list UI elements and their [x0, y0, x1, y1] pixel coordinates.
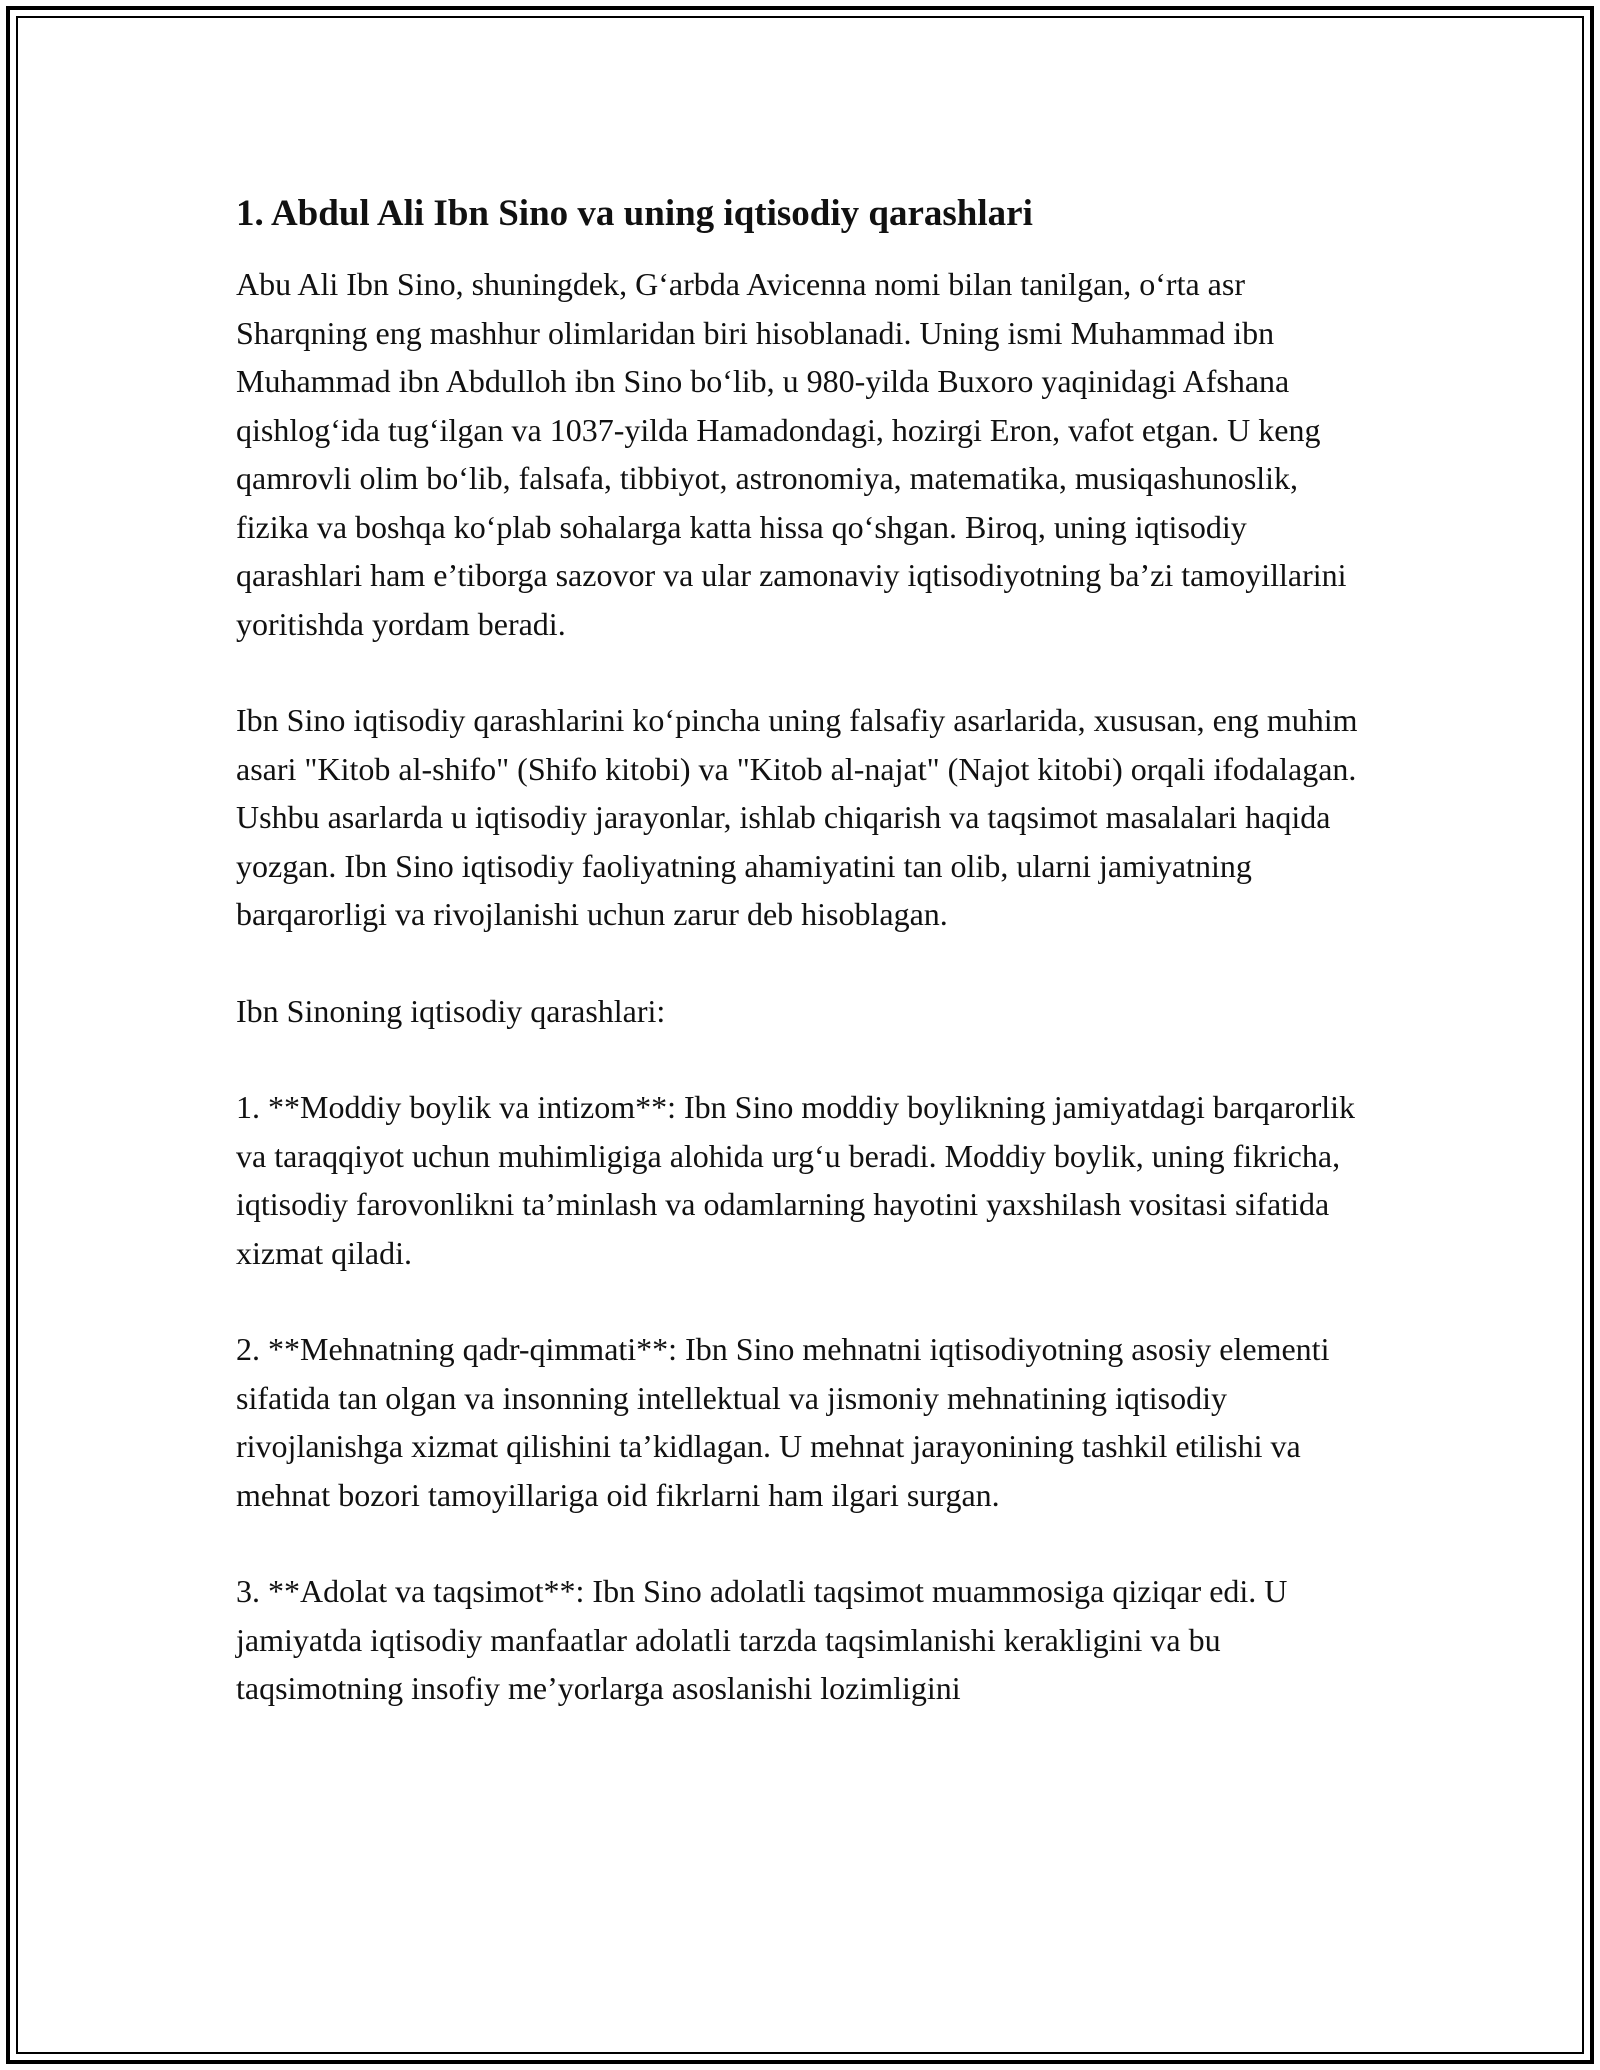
- paragraph-intro: Abu Ali Ibn Sino, shuningdek, G‘arbda Avicenna nomi bilan tanilgan, o‘rta asr Sharqning eng mashhur olimlaridan biri hisoblanadi. Uning ismi Muhammad ibn Muhammad ibn Abdulloh ibn Sino bo‘lib, u 980-yilda Buxoro yaqinidagi Afshana qishlog‘ida tug‘ilgan va 1037-yilda Hamadondagi, hozirgi Eron, vafot etgan. U keng qamrovli olim bo‘lib, falsafa, tibbiyot, astronomiya, matematika, musiqashunoslik, fizika va boshqa ko‘plab sohalarga katta hissa qo‘shgan. Biroq, uning iqtisodiy qarashlari ham e’tiborga sazovor va ular zamonaviy iqtisodiyotning ba’zi tamoyillarini yoritishda yordam beradi.: [236, 266, 1347, 642]
- list-item-justice-distribution: 3. **Adolat va taqsimot**: Ibn Sino adolatli taqsimot muammosiga qiziqar edi. U jamiyatda iqtisodiy manfaatlar adolatli tarzda taqsimlanishi kerakligini va bu taqsimotning insofiy me’yorlarga asoslanishi lozimligini: [236, 1573, 1288, 1706]
- paragraph-works: Ibn Sino iqtisodiy qarashlarini ko‘pincha uning falsafiy asarlarida, xususan, eng muhim asari "Kitob al-shifo" (Shifo kitobi) va "Kitob al-najat" (Najot kitobi) orqali ifodalagan. Ushbu asarlarda u iqtisodiy jarayonlar, ishlab chiqarish va taqsimot masalalari haqida yozgan. Ibn Sino iqtisodiy faoliyatning ahamiyatini tan olib, ularni jamiyatning barqarorligi va rivojlanishi uchun zarur deb hisoblagan.: [236, 702, 1358, 932]
- list-item-material-wealth: 1. **Moddiy boylik va intizom**: Ibn Sino moddiy boylikning jamiyatdagi barqarorlik va taraqqiyot uchun muhimligiga alohida urg‘u beradi. Moddiy boylik, uning fikricha, iqtisodiy farovonlikni ta’minlash va odamlarning hayotini yaxshilash vositasi sifatida xizmat qiladi.: [236, 1089, 1355, 1271]
- document-title: 1. Abdul Ali Ibn Sino va uning iqtisodiy qarashlari: [236, 193, 1033, 234]
- list-item-labor-value: 2. **Mehnatning qadr-qimmati**: Ibn Sino mehnatni iqtisodiyotning asosiy elementi sifatida tan olgan va insonning intellektual va jismoniy mehnatining iqtisodiy rivojlanishga xizmat qilishini ta’kidlagan. U mehnat jarayonining tashkil etilishi va mehnat bozori tamoyillariga oid fikrlarni ham ilgari surgan.: [236, 1331, 1330, 1513]
- document-body: [236, 188, 1370, 1713]
- paragraph-list-heading: Ibn Sinoning iqtisodiy qarashlari:: [236, 992, 666, 1029]
